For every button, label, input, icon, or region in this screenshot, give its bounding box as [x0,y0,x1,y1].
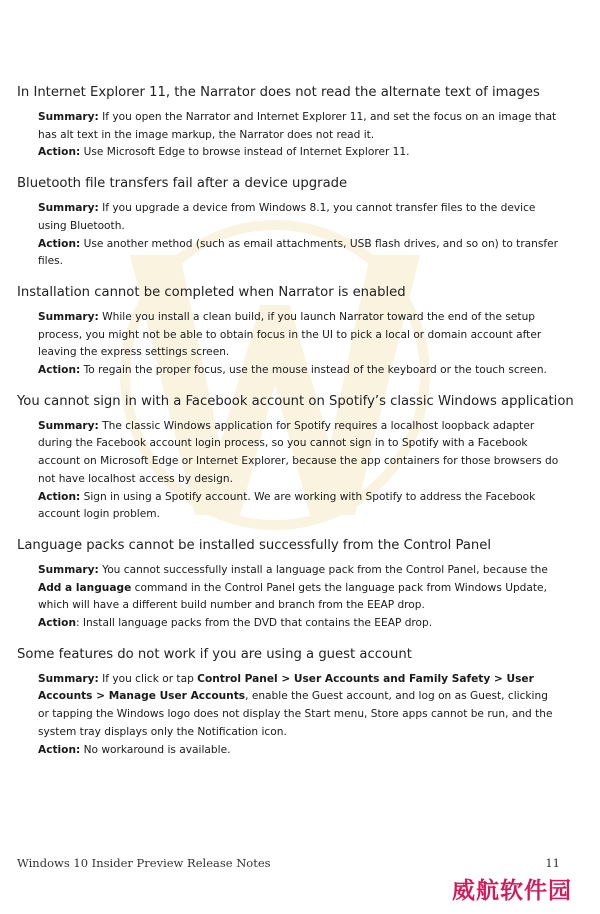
action-paragraph [38,489,562,524]
summary-paragraph [38,418,562,489]
summary-text: While you install a clean build, if you launch Narrator toward the end of the setup process, you might not be able to obtain focus in the UI to pick a local or domain account after leaving the express settings screen. [38,310,542,359]
summary-text: , enable the Guest account, and log on as Guest, clicking or tapping the Windows logo does not display the Start menu, Store apps cannot be run, and the system tray displays only the Notification icon. [38,690,553,738]
summary-label: Summary: [38,419,99,432]
issue-body [38,309,562,380]
action-paragraph [38,362,562,380]
action-label: Action: [38,237,81,250]
summary-paragraph [38,109,562,144]
issue-bluetooth-transfer [17,175,562,271]
issue-body [38,562,562,633]
action-label: Action: [38,490,81,503]
issue-narrator-alt-text [17,84,562,162]
action-text: : Install language packs from the DVD that contains the EEAP drop. [76,617,433,630]
issue-title: In Internet Explorer 11, the Narrator does not read the alternate text of images [17,85,540,100]
issue-title: Some features do not work if you are using a guest account [17,646,412,662]
issue-body [38,418,562,524]
action-label: Action: [38,146,81,159]
summary-text: The classic Windows application for Spotify requires a localhost loopback adapter during the Facebook account login process, so you cannot sign in to Spotify with a Facebook account on Microsoft Edge or Internet Explorer, because the app containers for those browsers do not have localhost access by design. [38,419,559,485]
issue-body [38,200,562,271]
ui-command-name: Add a language [38,581,132,594]
action-paragraph [38,236,562,271]
page-number: 11 [545,856,560,870]
action-paragraph [38,742,562,760]
action-label: Action [38,617,76,630]
action-paragraph [38,144,562,162]
ui-navigation-path: Control Panel > User Accounts and Family Safety > User Accounts > Manage User Accounts [38,672,534,703]
summary-text: command in the Control Panel gets the language pack from Windows Update, which will have a different build number and branch from the EEAP drop. [38,581,547,612]
summary-text: If you upgrade a device from Windows 8.1, you cannot transfer files to the device using Bluetooth. [38,202,536,232]
summary-label: Summary: [38,672,99,685]
action-text: No workaround is available. [80,743,231,756]
issue-title: Language packs cannot be installed successfully from the Control Panel [17,537,492,553]
action-text: Sign in using a Spotify account. We are working with Spotify to address the Facebook account login problem. [38,490,536,521]
action-label: Action: [38,364,81,377]
footer-document-title: Windows 10 Insider Preview Release Notes [17,856,271,870]
release-notes-content [17,84,574,772]
action-text: Use another method (such as email attachments, USB flash drives, and so on) to transfer files. [38,237,559,268]
issue-body [38,671,562,760]
summary-paragraph [38,562,562,615]
summary-label: Summary: [38,202,99,215]
site-watermark-stamp: 威航软件园 [452,877,572,904]
issue-body [38,109,562,162]
action-text: Use Microsoft Edge to browse instead of Internet Explorer 11. [80,146,410,159]
summary-label: Summary: [38,563,99,576]
summary-label: Summary: [38,111,99,123]
issue-guest-account [17,646,562,760]
summary-paragraph [38,309,562,362]
issue-spotify-facebook [17,393,574,524]
action-text: To regain the proper focus, use the mouse instead of the keyboard or the touch screen. [80,364,547,377]
summary-text: You cannot successfully install a language pack from the Control Panel, because the [98,563,548,576]
issue-narrator-installation [17,284,562,380]
summary-paragraph [38,200,562,235]
issue-language-packs [17,537,562,633]
summary-paragraph [38,671,562,742]
issue-title: Bluetooth file transfers fail after a device upgrade [17,176,348,192]
action-label: Action: [38,743,81,756]
issue-title: Installation cannot be completed when Narrator is enabled [17,284,406,300]
summary-text: If you open the Narrator and Internet Explorer 11, and set the focus on an image that has alt text in the image markup, the Narrator does not read it. [38,111,557,141]
issue-title: You cannot sign in with a Facebook account on Spotify’s classic Windows application [17,393,574,409]
action-paragraph [38,615,562,633]
summary-label: Summary: [38,310,99,323]
summary-text: If you click or tap [98,672,198,685]
